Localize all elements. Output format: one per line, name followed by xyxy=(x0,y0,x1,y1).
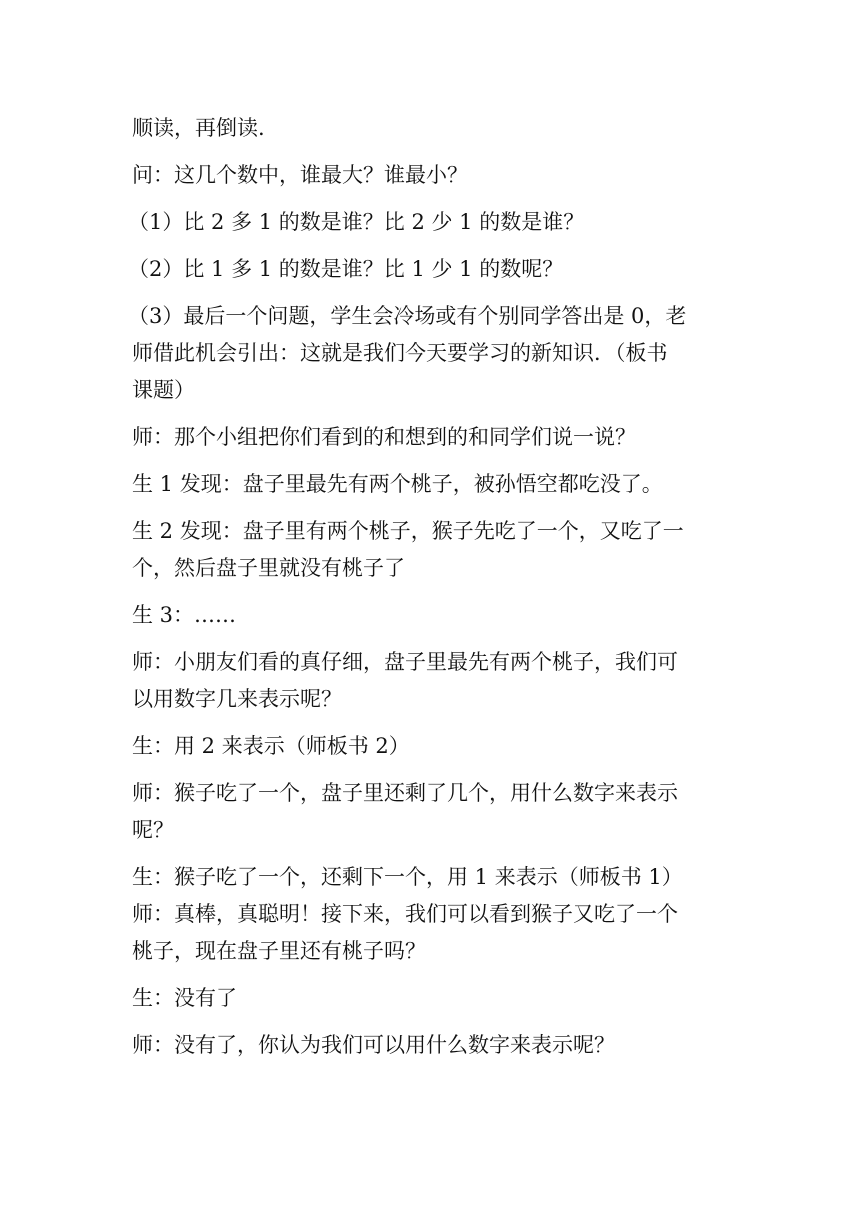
paragraph-teacher-prompt xyxy=(132,419,732,456)
text-line: 师借此机会引出：这就是我们今天要学习的新知识．（板书 xyxy=(132,341,668,365)
paragraph-read-order xyxy=(132,110,732,147)
text-line: （2）比 1 多 1 的数是谁？比 1 少 1 的数呢？ xyxy=(128,257,564,281)
text-line: 课题） xyxy=(132,378,195,402)
text-line: 师：猴子吃了一个，盘子里还剩了几个，用什么数字来表示 xyxy=(132,781,678,805)
text-line: 桃子，现在盘子里还有桃子吗？ xyxy=(132,939,426,963)
text-line: 生：猴子吃了一个，还剩下一个，用 1 来表示（师板书 1） xyxy=(132,865,683,889)
paragraph-student-2 xyxy=(132,513,732,587)
text-line: 呢？ xyxy=(132,818,174,842)
paragraph-student-answer-2 xyxy=(132,728,732,765)
text-line: 问：这几个数中，谁最大？谁最小？ xyxy=(132,163,468,187)
paragraph-question-2 xyxy=(128,251,732,288)
text-line: （3）最后一个问题，学生会冷场或有个别同学答出是 0，老 xyxy=(128,304,687,328)
paragraph-question xyxy=(132,157,732,194)
paragraph-question-1 xyxy=(128,204,732,241)
text-line: 生 2 发现：盘子里有两个桃子，猴子先吃了一个，又吃了一 xyxy=(132,519,684,543)
paragraph-teacher-remaining xyxy=(132,775,732,849)
text-line: 以用数字几来表示呢？ xyxy=(132,687,342,711)
text-line: 师：真棒，真聪明！接下来，我们可以看到猴子又吃了一个 xyxy=(132,902,678,926)
text-line: 个，然后盘子里就没有桃子了 xyxy=(132,556,405,580)
paragraph-teacher-zero xyxy=(132,1027,732,1064)
text-line: 生：用 2 来表示（师板书 2） xyxy=(132,734,410,758)
paragraph-student-answer-1 xyxy=(132,859,732,896)
text-line: 生 1 发现：盘子里最先有两个桃子，被孙悟空都吃没了。 xyxy=(132,472,663,496)
paragraph-student-1 xyxy=(132,466,732,503)
text-line: 师：那个小组把你们看到的和想到的和同学们说一说？ xyxy=(132,425,636,449)
document-page xyxy=(128,110,732,1064)
paragraph-student-none xyxy=(132,980,732,1017)
text-line: 生：没有了 xyxy=(132,986,237,1010)
text-line: 顺读，再倒读. xyxy=(132,116,265,140)
paragraph-student-3 xyxy=(132,597,732,634)
text-line: 师：没有了，你认为我们可以用什么数字来表示呢？ xyxy=(132,1033,615,1057)
paragraph-question-3 xyxy=(128,298,732,409)
text-line: 师：小朋友们看的真仔细，盘子里最先有两个桃子，我们可 xyxy=(132,650,678,674)
text-line: （1）比 2 多 1 的数是谁？比 2 少 1 的数是谁？ xyxy=(128,210,585,234)
paragraph-teacher-praise xyxy=(132,896,732,970)
text-line: 生 3：…… xyxy=(132,603,237,627)
paragraph-teacher-observe xyxy=(132,644,732,718)
